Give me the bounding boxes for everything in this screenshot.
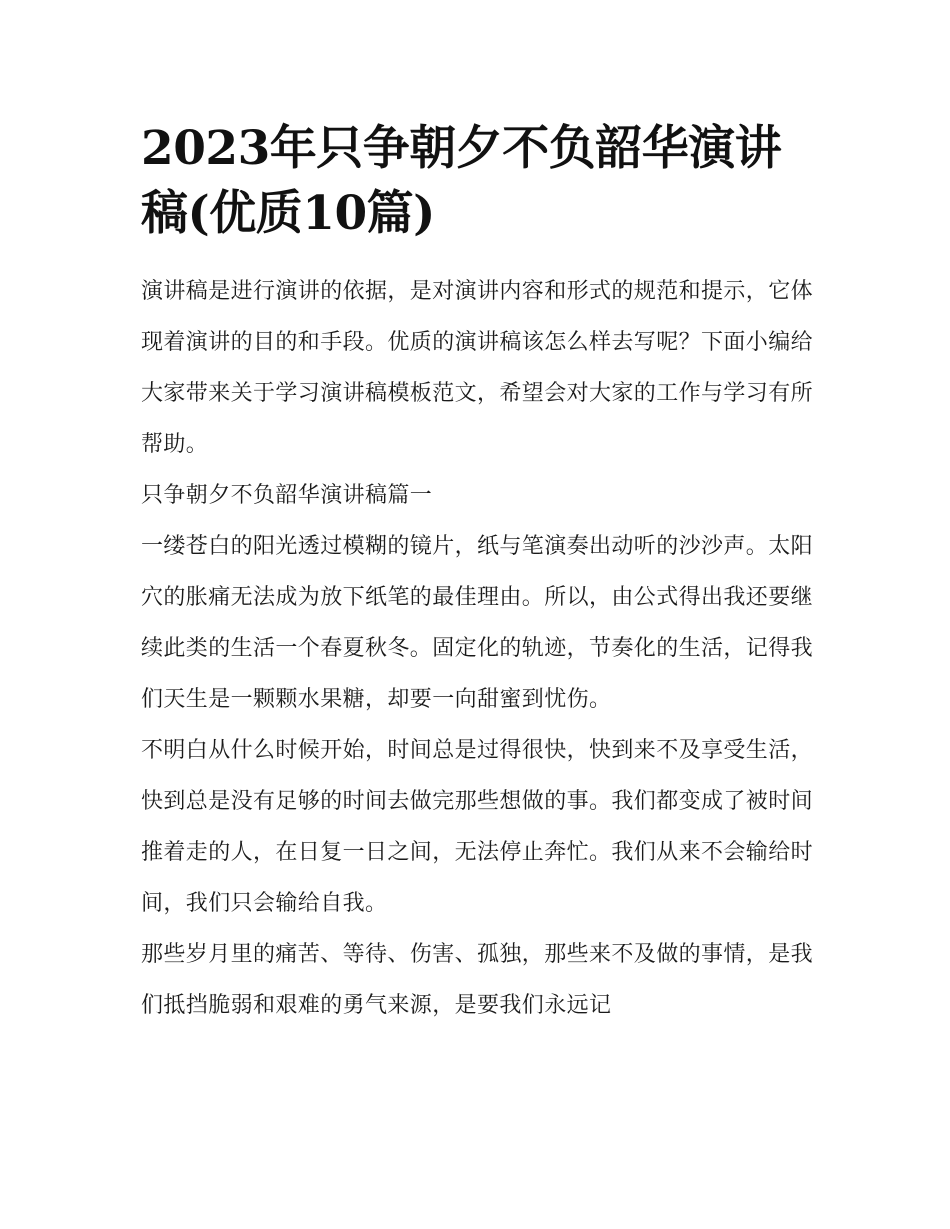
body-paragraph: 那些岁月里的痛苦、等待、伤害、孤独，那些来不及做的事情，是我们抵挡脆弱和艰难的勇气来源，是要我们永远记 [141, 942, 814, 1018]
document-title: 2023年只争朝夕不负韶华演讲稿(优质10篇) [141, 121, 782, 241]
section-heading: 只争朝夕不负韶华演讲稿篇一 [141, 483, 433, 508]
document-body [141, 266, 821, 1031]
body-paragraph: 不明白从什么时候开始，时间总是过得很快，快到来不及享受生活，快到总是没有足够的时间去做完那些想做的事。我们都变成了被时间推着走的人，在日复一日之间，无法停止奔忙。我们从来不会输给时间，我们只会输给自我。 [141, 738, 814, 916]
body-paragraph: 一缕苍白的阳光透过模糊的镜片，纸与笔演奏出动听的沙沙声。太阳穴的胀痛无法成为放下纸笔的最佳理由。所以，由公式得出我还要继续此类的生活一个春夏秋冬。固定化的轨迹，节奏化的生活，记得我们天生是一颗颗水果糖，却要一向甜蜜到忧伤。 [141, 534, 814, 712]
document-page [141, 0, 821, 1031]
intro-paragraph: 演讲稿是进行演讲的依据，是对演讲内容和形式的规范和提示，它体现着演讲的目的和手段。优质的演讲稿该怎么样去写呢？下面小编给大家带来关于学习演讲稿模板范文，希望会对大家的工作与学习有所帮助。 [141, 279, 814, 457]
